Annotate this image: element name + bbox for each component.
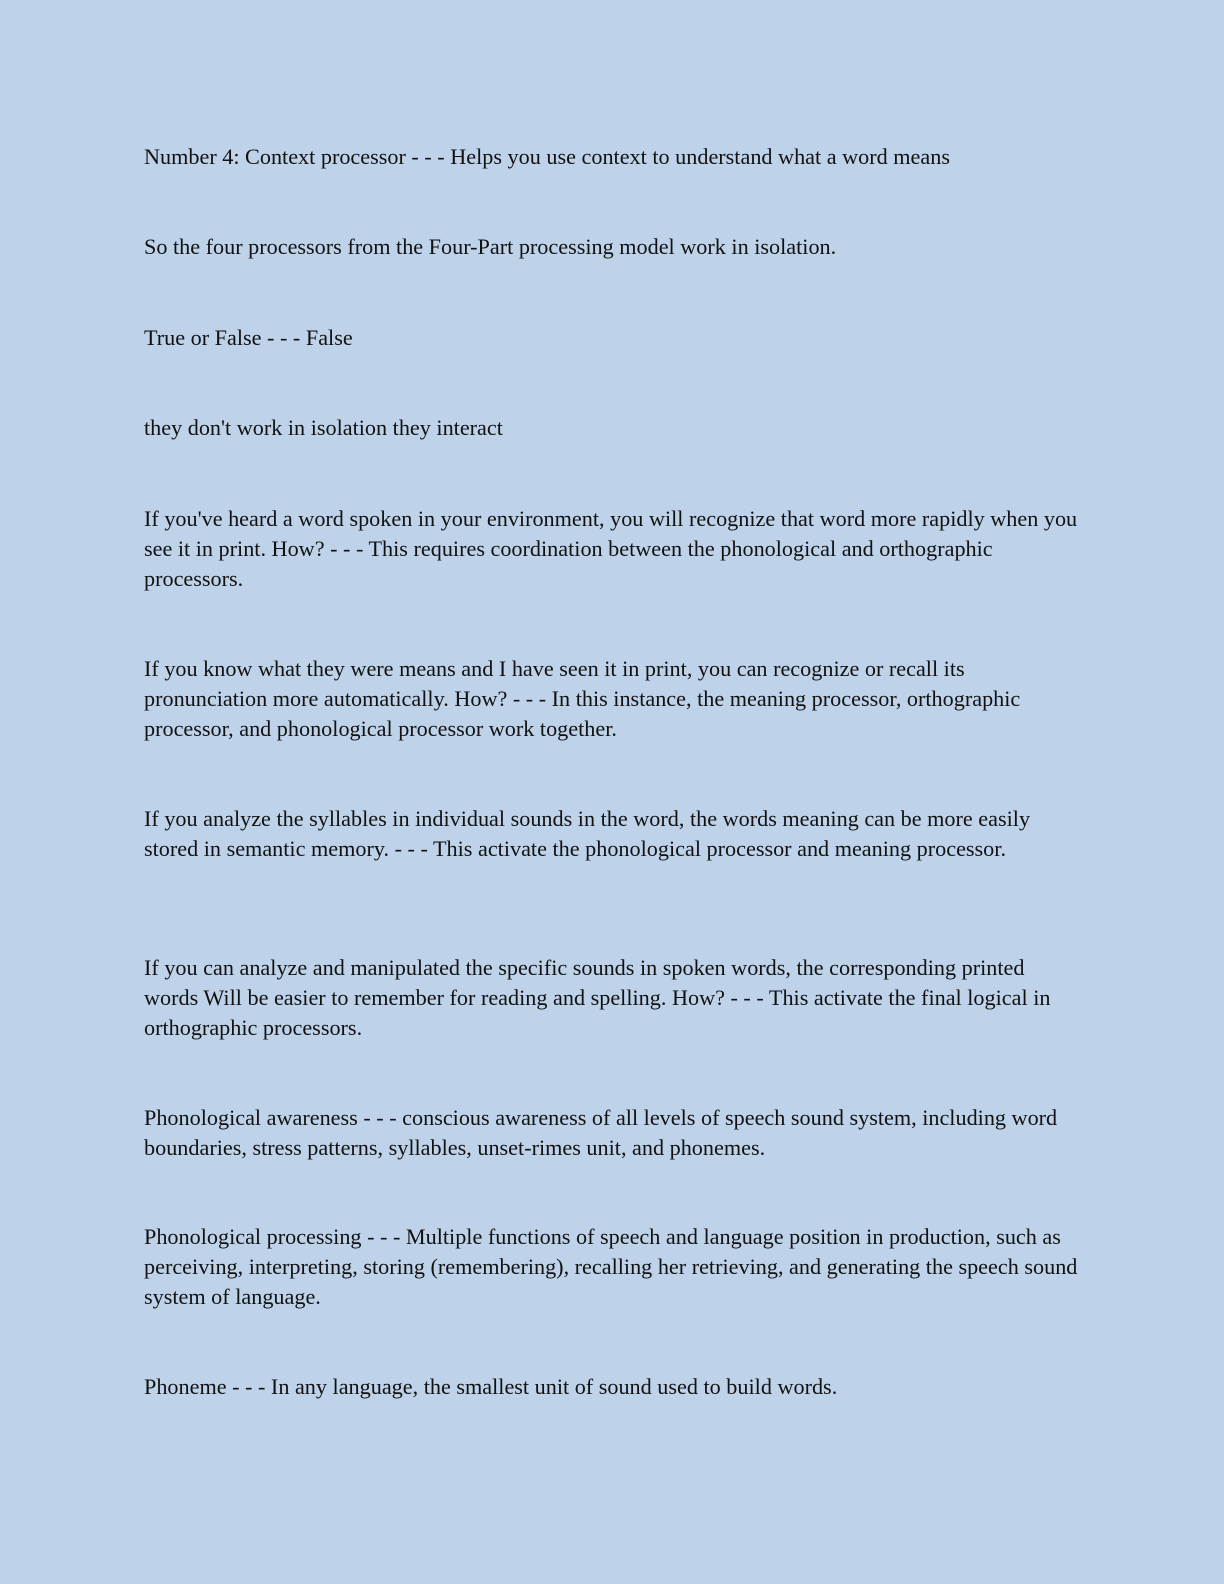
paragraph-analyze-syllables: If you analyze the syllables in individual sounds in the word, the words meaning can be more easily stored in semantic memory. - - - This activate the phonological processor and meaning processor. (144, 806, 1031, 861)
paragraph-phonological-awareness: Phonological awareness - - - conscious awareness of all levels of speech sound system, including word boundaries, stress patterns, syllables, unset-rimes unit, and phonemes. (144, 1105, 1058, 1160)
paragraph-phonological-processing: Phonological processing - - - Multiple functions of speech and language position in production, such as perceiving, interpreting, storing (remembering), recalling her retrieving, and generating the speech sound system of language. (144, 1224, 1078, 1309)
paragraph-true-false: True or False - - - False (144, 325, 353, 350)
paragraph-heard-word: If you've heard a word spoken in your environment, you will recognize that word more rapidly when you see it in print. How? - - - This requires coordination between the phonological and orthographic processors. (144, 506, 1078, 591)
paragraph-isolation-question: So the four processors from the Four-Part processing model work in isolation. (144, 234, 837, 259)
paragraph-manipulate-sounds: If you can analyze and manipulated the specific sounds in spoken words, the corresponding printed words Will be easier to remember for reading and spelling. How? - - - This activate the final logical in orthographic processors. (144, 955, 1051, 1040)
paragraph-interact: they don't work in isolation they interact (144, 415, 503, 440)
paragraph-know-meaning: If you know what they were means and I have seen it in print, you can recognize or recall its pronunciation more automatically. How? - - - In this instance, the meaning processor, orthographic processor, and phonological processor work together. (144, 656, 1021, 741)
paragraph-phoneme: Phoneme - - - In any language, the smallest unit of sound used to build words. (144, 1374, 838, 1399)
paragraph-context-processor: Number 4: Context processor - - - Helps you use context to understand what a word means (144, 144, 950, 169)
